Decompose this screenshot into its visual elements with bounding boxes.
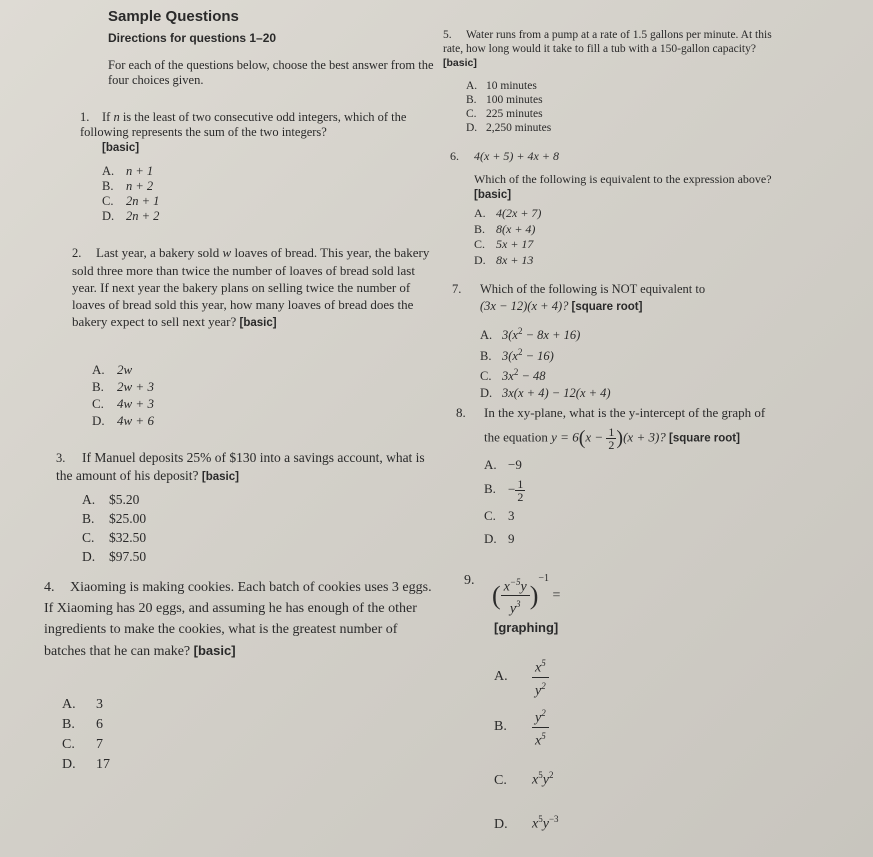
fraction: $\frac{x^5}{y^2}$ [532, 655, 549, 699]
q4-options [62, 695, 110, 775]
option[interactable]: C. 7 [62, 737, 103, 752]
question-8: 8. In the xy-plane, what is the y-intercept of the graph of [456, 405, 766, 420]
option[interactable]: C. $3x^2 - 48$ [480, 367, 546, 384]
option[interactable]: A. 3 [62, 697, 103, 712]
fraction: $\frac{1}{2}$ [608, 425, 615, 452]
option[interactable]: B. $\frac{y^2}{x^5}$ [494, 705, 559, 755]
fraction: $\frac{x^{-5}y}{y^3}$ [501, 574, 530, 618]
q2-options [92, 361, 154, 429]
option[interactable]: B. n + 2 [102, 179, 154, 193]
option[interactable]: B. 2w + 3 [92, 379, 154, 394]
directions-heading: Directions for questions 1–20 [108, 31, 277, 45]
option[interactable]: A. n + 1 [102, 164, 154, 178]
fraction: $\frac{1}{2}$ [517, 477, 524, 504]
fraction: $\frac{y^2}{x^5}$ [532, 705, 549, 749]
expression: (3x − 12)(x + 4)? [480, 299, 569, 313]
option[interactable]: C. 3 [484, 508, 515, 523]
difficulty-tag: [square root] [669, 432, 740, 445]
difficulty-tag: [basic] [443, 57, 477, 69]
question-8-equation: the equation y = 6(x − $\frac{1}{2}$ )(x + 3)? [square root] [484, 425, 740, 452]
question-number: 2. [72, 246, 82, 260]
option[interactable]: D. 2n + 2 [102, 209, 160, 223]
option[interactable]: B. 6 [62, 717, 103, 732]
question-6-header [450, 149, 559, 164]
option[interactable]: B. 8(x + 4) [474, 221, 536, 236]
q9-options [494, 655, 559, 839]
difficulty-tag: [basic] [193, 643, 236, 658]
q1-options [102, 164, 159, 224]
option[interactable]: B. − $\frac{1}{2}$ [484, 477, 524, 504]
question-number: 5. [443, 29, 452, 41]
instructions: For each of the questions below, choose the best answer from the four choices given. [108, 58, 434, 87]
question-3: 3. If Manuel deposits 25% of $130 into a savings account, what is the amount of his deposit? [basic] [56, 450, 425, 483]
option[interactable]: D. $x^5y^{-3}$ [494, 814, 559, 832]
option[interactable]: A. $3(x^2 - 8x + 16)$ [480, 326, 581, 343]
question-number: 3. [56, 451, 66, 465]
option[interactable]: C. 225 minutes [466, 108, 543, 120]
question-7: 7. Which of the following is NOT equivalent to (3x − 12)(x + 4)? [square root] [452, 282, 706, 313]
page-title: Sample Questions [108, 8, 239, 25]
option[interactable]: D. 3x(x + 4) − 12(x + 4) [480, 385, 611, 400]
option[interactable]: C. $x^5y^2$ [494, 770, 554, 788]
option[interactable]: B. $3(x^2 - 16)$ [480, 346, 554, 363]
option[interactable]: A. $\frac{x^5}{y^2}$ [494, 655, 559, 705]
option[interactable]: C. 4w + 3 [92, 396, 154, 411]
option[interactable]: B. 100 minutes [466, 94, 543, 106]
option[interactable]: A. 2w [92, 362, 133, 377]
option[interactable]: D. 17 [62, 757, 110, 772]
option[interactable]: A. 10 minutes [466, 80, 537, 92]
question-1: 1. If n is the least of two consecutive odd integers, which of the following represents the sum of the two integers? [basic] [80, 110, 407, 154]
difficulty-tag: [basic] [102, 142, 140, 154]
question-number: 9. [464, 573, 475, 588]
question-4: 4. Xiaoming is making cookies. Each batch of cookies uses 3 eggs. If Xiaoming has 20 eggs, and assuming he has enough of the other ingredients to make the cookies, what is the greatest number of batches that he can make? [basic] [44, 577, 442, 662]
option[interactable]: D. $97.50 [82, 549, 147, 564]
q7-options [480, 323, 611, 401]
option[interactable]: D. 9 [484, 531, 515, 546]
difficulty-tag: [graphing] [494, 620, 559, 635]
question-9: 9.( $\frac{x^{-5}y}{y^3}$ )$^{-1}$ = [464, 573, 561, 617]
option[interactable]: C. 2n + 1 [102, 194, 160, 208]
difficulty-tag: [basic] [201, 471, 239, 483]
question-number: 7. [452, 282, 462, 296]
option[interactable]: A. $5.20 [82, 492, 140, 507]
expression: 4(x + 5) + 4x + 8 [474, 149, 559, 163]
question-6: Which of the following is equivalent to the expression above? [basic] [474, 172, 772, 201]
option[interactable]: C. $32.50 [82, 530, 147, 545]
question-5: 5. Water runs from a pump at a rate of 1.5 gallons per minute. At this rate, how long would it take to fill a tub with a 150-gallon capacity? [basic] [443, 29, 772, 69]
option[interactable]: B. $25.00 [82, 511, 147, 526]
option[interactable]: D. 4w + 6 [92, 413, 154, 428]
q6-options [474, 206, 541, 268]
question-number: 6. [450, 149, 459, 163]
q5-options [466, 79, 551, 135]
option[interactable]: D. 2,250 minutes [466, 122, 552, 134]
question-2: 2. Last year, a bakery sold w loaves of bread. This year, the bakery sold three more than twice the number of loaves of bread sold last year. If next year the bakery plans on selling twice the number of loaves of bread sold this year, how many loaves of bread does the bakery expect to sell next year? [basic] [72, 245, 430, 329]
q3-options [82, 490, 146, 566]
option[interactable]: A. −9 [484, 457, 522, 472]
option[interactable]: A. 4(2x + 7) [474, 206, 542, 220]
difficulty-tag: [basic] [239, 317, 277, 329]
difficulty-tag: [square root] [571, 301, 643, 313]
difficulty-tag: [basic] [474, 189, 512, 201]
q8-options [484, 455, 525, 549]
question-number: 1. [80, 110, 90, 124]
option[interactable]: C. 5x + 17 [474, 237, 534, 251]
question-number: 8. [456, 405, 466, 420]
option[interactable]: D. 8x + 13 [474, 252, 534, 267]
question-number: 4. [44, 580, 55, 595]
